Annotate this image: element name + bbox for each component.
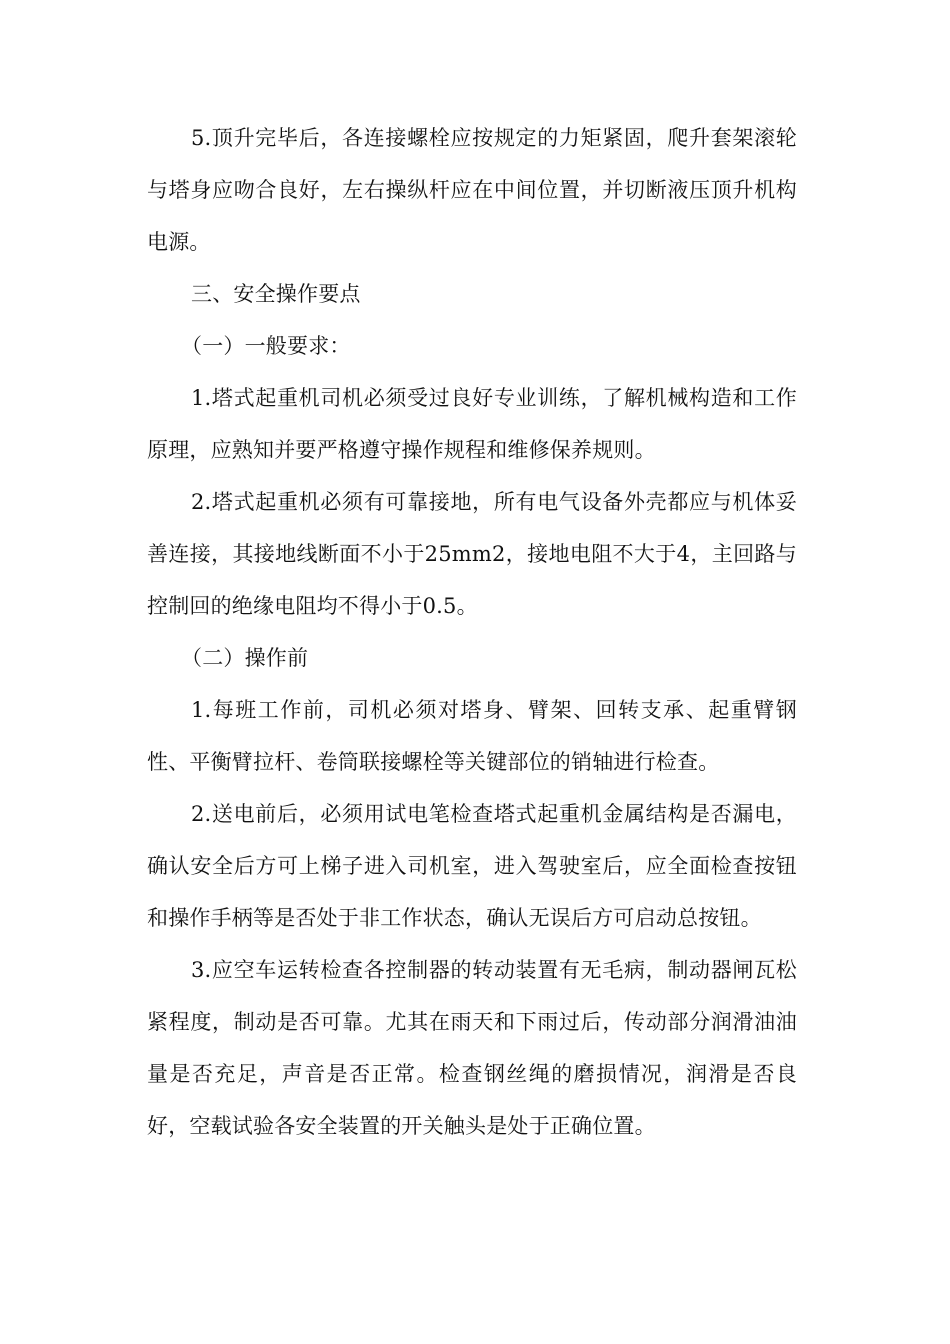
subheading-before-operation: （二）操作前 xyxy=(181,646,309,670)
paragraph-grounding: 2.塔式起重机必须有可靠接地，所有电气设备外壳都应与机体妥善连接，其接地线断面不小于25mm2，接地电阻不大于4，主回路与控制回的绝缘电阻均不得小于0.5。 xyxy=(147,490,797,618)
section-heading-safety-points: 三、安全操作要点 xyxy=(191,282,361,306)
paragraph-driver-training: 1.塔式起重机司机必须受过良好专业训练，了解机械构造和工作原理，应熟知并要严格遵守操作规程和维修保养规则。 xyxy=(147,386,797,462)
paragraph-jacking-complete: 5.顶升完毕后，各连接螺栓应按规定的力矩紧固，爬升套架滚轮与塔身应吻合良好，左右操纵杆应在中间位置，并切断液压顶升机构电源。 xyxy=(147,126,797,254)
subheading-general-requirements: （一）一般要求： xyxy=(181,334,351,358)
document-body xyxy=(147,112,797,1152)
paragraph-idle-run-check: 3.应空车运转检查各控制器的转动装置有无毛病，制动器闸瓦松紧程度，制动是否可靠。尤其在雨天和下雨过后，传动部分润滑油油量是否充足，声音是否正常。检查钢丝绳的磨损情况，润滑是否良好，空载试验各安全装置的开关触头是处于正确位置。 xyxy=(147,958,797,1138)
paragraph-power-check: 2.送电前后，必须用试电笔检查塔式起重机金属结构是否漏电，确认安全后方可上梯子进入司机室，进入驾驶室后，应全面检查按钮和操作手柄等是否处于非工作状态，确认无误后方可启动总按钮。 xyxy=(147,802,797,930)
paragraph-shift-inspection: 1.每班工作前，司机必须对塔身、臂架、回转支承、起重臂钢性、平衡臂拉杆、卷筒联接螺栓等关键部位的销轴进行检查。 xyxy=(147,698,797,774)
